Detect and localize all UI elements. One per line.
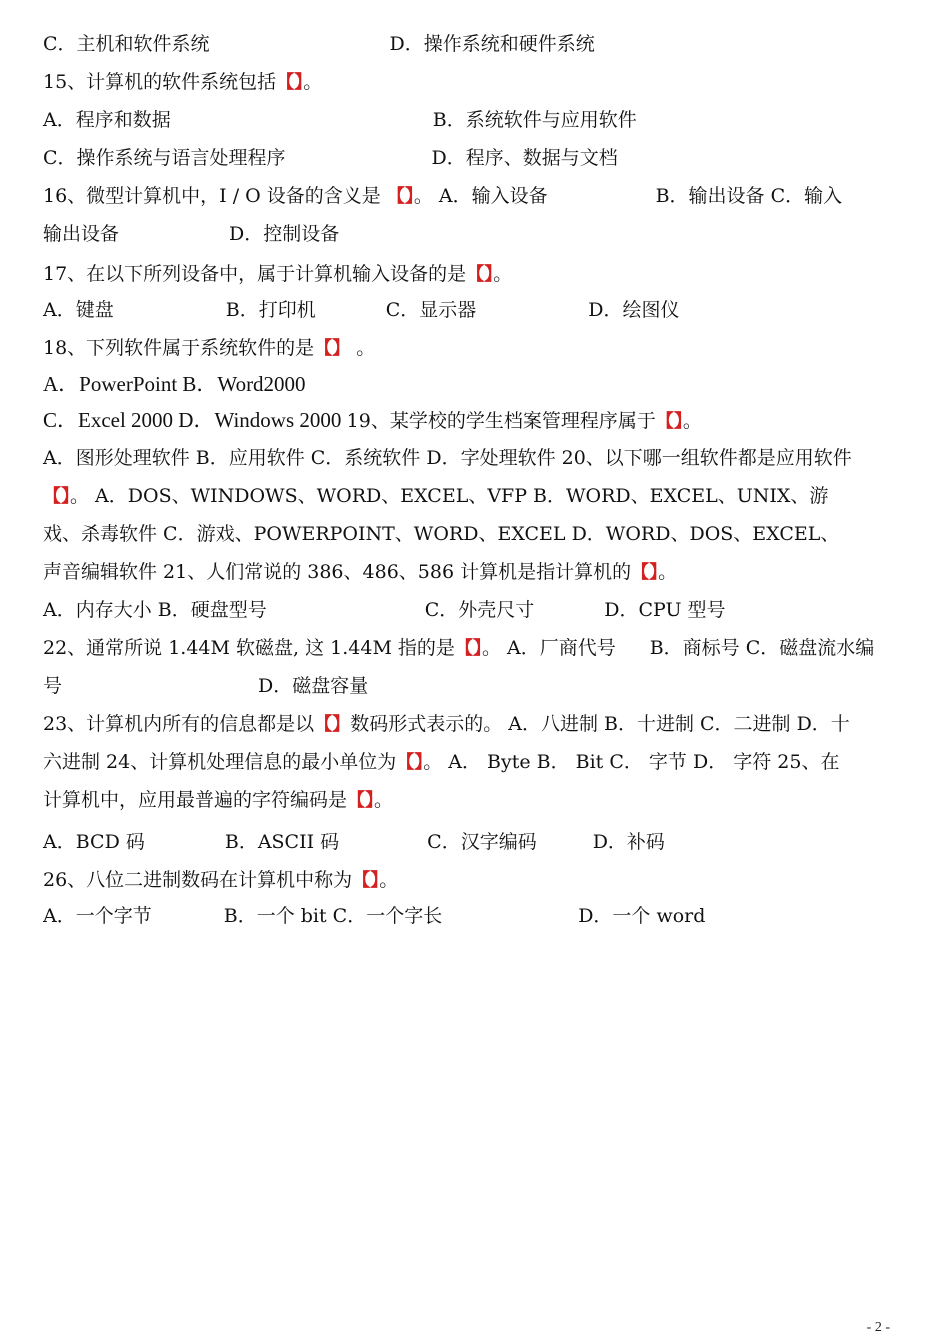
question-text: 。 A．DOS、WINDOWS、WORD、EXCEL、VFP B．WORD、EXCEL、UNIX、游: [70, 485, 829, 507]
question-text: 17、在以下所列设备中，属于计算机输入设备的是: [43, 263, 467, 285]
question-text: 18、下列软件属于系统软件的是: [43, 337, 315, 359]
page-number: - 2 -: [866, 1320, 890, 1335]
answer-bracket: 【】: [466, 264, 494, 285]
question-text: D．CPU 型号: [604, 599, 726, 621]
question-text: A．内存大小 B．硬盘型号: [43, 599, 267, 621]
question-text: 26、八位二进制数码在计算机中称为: [43, 869, 353, 891]
question-text: 戏、杀毒软件 C．游戏、POWERPOINT、WORD、EXCEL D．WORD、DOS、EXCEL、: [43, 523, 840, 545]
question-text: 号: [43, 675, 63, 697]
question-text: D．操作系统和硬件系统: [389, 33, 595, 55]
question-text: B．一个 bit C．一个字长: [223, 905, 443, 927]
text-line: [43, 146, 888, 170]
answer-bracket: 【】: [43, 486, 70, 507]
text-line: [43, 750, 888, 775]
question-text: D．程序、数据与文档: [431, 147, 618, 169]
text-line: [43, 598, 888, 622]
question-text: D．绘图仪: [588, 299, 680, 321]
question-text: B．输出设备 C．输入: [655, 185, 843, 207]
text-line: [43, 408, 888, 434]
question-text: D．磁盘容量: [258, 675, 369, 697]
question-text: A．键盘: [43, 299, 114, 321]
question-text: 声音编辑软件 21、人们常说的 386、486、586 计算机是指计算机的: [43, 561, 632, 583]
text-line: [43, 336, 888, 361]
text-line: [43, 70, 888, 95]
answer-bracket: 【】: [276, 72, 304, 93]
question-text: 。: [374, 789, 394, 811]
question-text: C．外壳尺寸: [424, 599, 535, 621]
question-text: D．补码: [592, 831, 665, 853]
option-text: C．Excel 2000 D．Windows 2000: [43, 408, 347, 432]
text-line: [43, 484, 888, 509]
answer-bracket: 【】: [655, 411, 683, 432]
question-text: 22、通常所说 1.44M 软磁盘, 这 1.44M 指的是: [43, 637, 455, 659]
question-text: 。: [682, 410, 702, 432]
question-text: 16、微型计算机中，I / O 设备的含义是: [43, 185, 387, 207]
text-line: [43, 32, 888, 56]
question-text: C．汉字编码: [427, 831, 537, 853]
question-text: 19、某学校的学生档案管理程序属于: [346, 410, 656, 432]
answer-bracket: 【】: [396, 752, 424, 773]
answer-bracket: 【】: [386, 186, 414, 207]
text-line: [43, 788, 888, 813]
question-text: A．BCD 码: [43, 831, 145, 853]
answer-bracket: 【】: [314, 714, 351, 735]
question-text: 计算机中，应用最普遍的字符编码是: [43, 789, 348, 811]
question-text: A．程序和数据: [43, 109, 171, 131]
text-line: [43, 522, 888, 546]
text-line: [43, 184, 888, 209]
text-line: [43, 446, 888, 470]
text-line: [43, 636, 888, 661]
question-text: 六进制 24、计算机处理信息的最小单位为: [43, 751, 397, 773]
text-line: [43, 372, 888, 397]
question-text: 15、计算机的软件系统包括: [43, 71, 277, 93]
question-text: 。: [350, 337, 376, 359]
question-text: B．系统软件与应用软件: [432, 109, 637, 131]
question-text: 。: [303, 71, 323, 93]
text-line: [43, 560, 888, 585]
answer-bracket: 【】: [314, 338, 351, 359]
question-text: A．图形处理软件 B．应用软件 C．系统软件 D．字处理软件 20、以下哪一组软件都是应用软件: [43, 447, 852, 469]
question-text: 。: [379, 869, 399, 891]
question-text: D．控制设备: [229, 223, 340, 245]
question-text: 。: [658, 561, 678, 583]
text-line: [43, 108, 888, 132]
answer-bracket: 【】: [454, 638, 482, 659]
question-text: B．ASCII 码: [224, 831, 340, 853]
text-line: [43, 262, 888, 287]
text-line: [43, 674, 888, 698]
question-text: 数码形式表示的。 A．八进制 B．十进制 C．二进制 D．十: [350, 713, 850, 735]
question-text: 输出设备: [43, 223, 120, 245]
option-text: A．PowerPoint B．Word2000: [43, 372, 306, 396]
text-line: [43, 830, 888, 854]
text-line: [43, 904, 888, 928]
question-text: A．一个字节: [43, 905, 152, 927]
question-text: 23、计算机内所有的信息都是以: [43, 713, 315, 735]
question-text: 。 A． Byte B． Bit C． 字节 D． 字符 25、在: [423, 751, 840, 773]
question-text: C．操作系统与语言处理程序: [43, 147, 286, 169]
question-text: C．主机和软件系统: [43, 33, 210, 55]
answer-bracket: 【】: [631, 562, 659, 583]
question-text: 。: [493, 263, 513, 285]
question-text: B．商标号 C．磁盘流水编: [649, 637, 875, 659]
question-text: D．一个 word: [578, 905, 706, 927]
question-text: 。 A．输入设备: [413, 185, 548, 207]
text-line: [43, 712, 888, 737]
answer-bracket: 【】: [352, 870, 380, 891]
text-line: [43, 222, 888, 246]
answer-bracket: 【】: [347, 790, 375, 811]
question-text: 。 A．厂商代号: [481, 637, 616, 659]
text-line: [43, 298, 888, 322]
question-text: B．打印机: [225, 299, 316, 321]
question-text: C．显示器: [385, 299, 477, 321]
text-line: [43, 868, 888, 893]
